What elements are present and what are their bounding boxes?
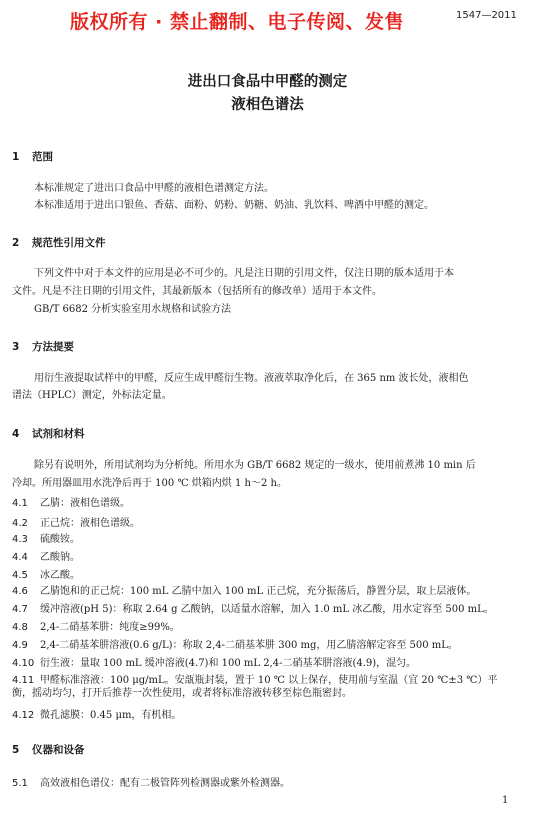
section-heading-reagents: [12, 426, 85, 441]
section-heading-principle: [12, 339, 74, 354]
item-number: 4.12: [12, 710, 35, 721]
standard-number: 1547—2011: [456, 10, 517, 21]
paragraph: 用衍生液提取试样中的甲醛，反应生成甲醛衍生物。液液萃取净化后，在 365 nm 波长处，液相色: [34, 373, 469, 384]
copyright-watermark: 版权所有 · 禁止翻制、电子传阅、发售: [70, 11, 404, 33]
item-number: 4.5: [12, 570, 28, 581]
list-item: [12, 671, 497, 686]
section-number: 5: [12, 744, 20, 756]
paragraph: 谱法（HPLC）测定，外标法定量。: [12, 390, 172, 401]
item-number: 4.4: [12, 552, 28, 563]
section-heading-scope: [12, 149, 53, 164]
section-title: 仪器和设备: [32, 744, 85, 756]
item-text: 2,4-二硝基苯肼溶液(0.6 g/L)：称取 2,4-二硝基苯肼 300 mg，用乙腈溶解定容至 500 mL。: [40, 640, 458, 651]
paragraph: 本标准规定了进出口食品中甲醛的液相色谱测定方法。: [34, 183, 274, 194]
section-title: 试剂和材料: [32, 428, 85, 440]
paragraph: 除另有说明外，所用试剂均为分析纯。所用水为 GB/T 6682 规定的一级水，使用前煮沸 10 min 后: [34, 460, 476, 471]
paragraph: 文件。凡是不注日期的引用文件，其最新版本（包括所有的修改单）适用于本文件。: [12, 286, 382, 297]
item-number: 4.9: [12, 640, 28, 651]
item-number: 4.6: [12, 586, 28, 597]
section-heading-apparatus: [12, 742, 85, 757]
item-number: 4.3: [12, 534, 28, 545]
item-text: 高效液相色谱仪：配有二极管阵列检测器或紫外检测器。: [40, 778, 290, 789]
item-text: 硫酸铵。: [40, 534, 80, 545]
section-title: 范围: [32, 151, 53, 163]
paragraph: 下列文件中对于本文件的应用是必不可少的。凡是注日期的引用文件，仅注日期的版本适用于本: [34, 268, 454, 279]
list-item: [12, 548, 80, 563]
section-number: 3: [12, 341, 20, 353]
item-text: 甲醛标准溶液：100 μg/mL。安瓿瓶封装，置于 10 ℃ 以上保存，使用前与室温（宜 20 ℃±3 ℃）平: [40, 675, 498, 686]
list-item: [12, 494, 130, 509]
item-number: 4.11: [12, 675, 35, 686]
paragraph: 本标准适用于进出口银鱼、香菇、面粉、奶粉、奶糖、奶油、乳饮料、啤酒中甲醛的测定。: [34, 200, 434, 211]
item-text: 正己烷：液相色谱级。: [40, 518, 140, 529]
item-number: 4.1: [12, 498, 28, 509]
list-item: [12, 636, 458, 651]
list-item: [12, 706, 181, 721]
item-text: 2,4-二硝基苯肼：纯度≥99%。: [40, 622, 180, 633]
list-item: [12, 600, 494, 615]
section-number: 2: [12, 237, 20, 249]
item-number: 4.8: [12, 622, 28, 633]
list-item: [12, 618, 180, 633]
paragraph: 冷却。所用器皿用水洗净后再于 100 ℃ 烘箱内烘 1 h～2 h。: [12, 478, 287, 489]
section-title: 规范性引用文件: [32, 237, 106, 249]
item-text: 微孔滤膜：0.45 μm，有机相。: [40, 710, 182, 721]
item-text: 冰乙酸。: [40, 570, 80, 581]
item-text: 乙腈饱和的正己烷：100 mL 乙腈中加入 100 mL 正己烷，充分振荡后，静置分层，取上层液体。: [40, 586, 477, 597]
item-text: 衍生液：量取 100 mL 缓冲溶液(4.7)和 100 mL 2,4-二硝基苯肼溶液(4.9)，混匀。: [40, 658, 417, 669]
item-number: 4.7: [12, 604, 28, 615]
item-number: 4.2: [12, 518, 28, 529]
section-number: 1: [12, 151, 20, 163]
list-item: [12, 530, 80, 545]
page-number: 1: [502, 795, 509, 806]
list-item: [12, 566, 80, 581]
item-number: 5.1: [12, 778, 28, 789]
item-text: 乙酸钠。: [40, 552, 80, 563]
list-item: [12, 774, 290, 789]
section-title: 方法提要: [32, 341, 74, 353]
item-text: 乙腈：液相色谱级。: [40, 498, 130, 509]
list-item: [12, 514, 140, 529]
document-subtitle: 液相色谱法: [231, 97, 304, 113]
item-number: 4.10: [12, 658, 35, 669]
list-item: [12, 654, 416, 669]
list-item-continuation: 衡，摇动均匀，打开后推荐一次性使用，或者将标准溶液转移至棕色瓶密封。: [12, 688, 352, 699]
list-item: [12, 582, 476, 597]
section-heading-normative-references: [12, 235, 106, 250]
section-number: 4: [12, 428, 20, 440]
document-title: 进出口食品中甲醛的测定: [187, 74, 348, 90]
item-text: 缓冲溶液(pH 5)：称取 2.64 g 乙酸钠，以适量水溶解，加入 1.0 mL 冰乙酸，用水定容至 500 mL。: [40, 604, 494, 615]
referenced-standard: GB/T 6682 分析实验室用水规格和试验方法: [34, 304, 232, 315]
